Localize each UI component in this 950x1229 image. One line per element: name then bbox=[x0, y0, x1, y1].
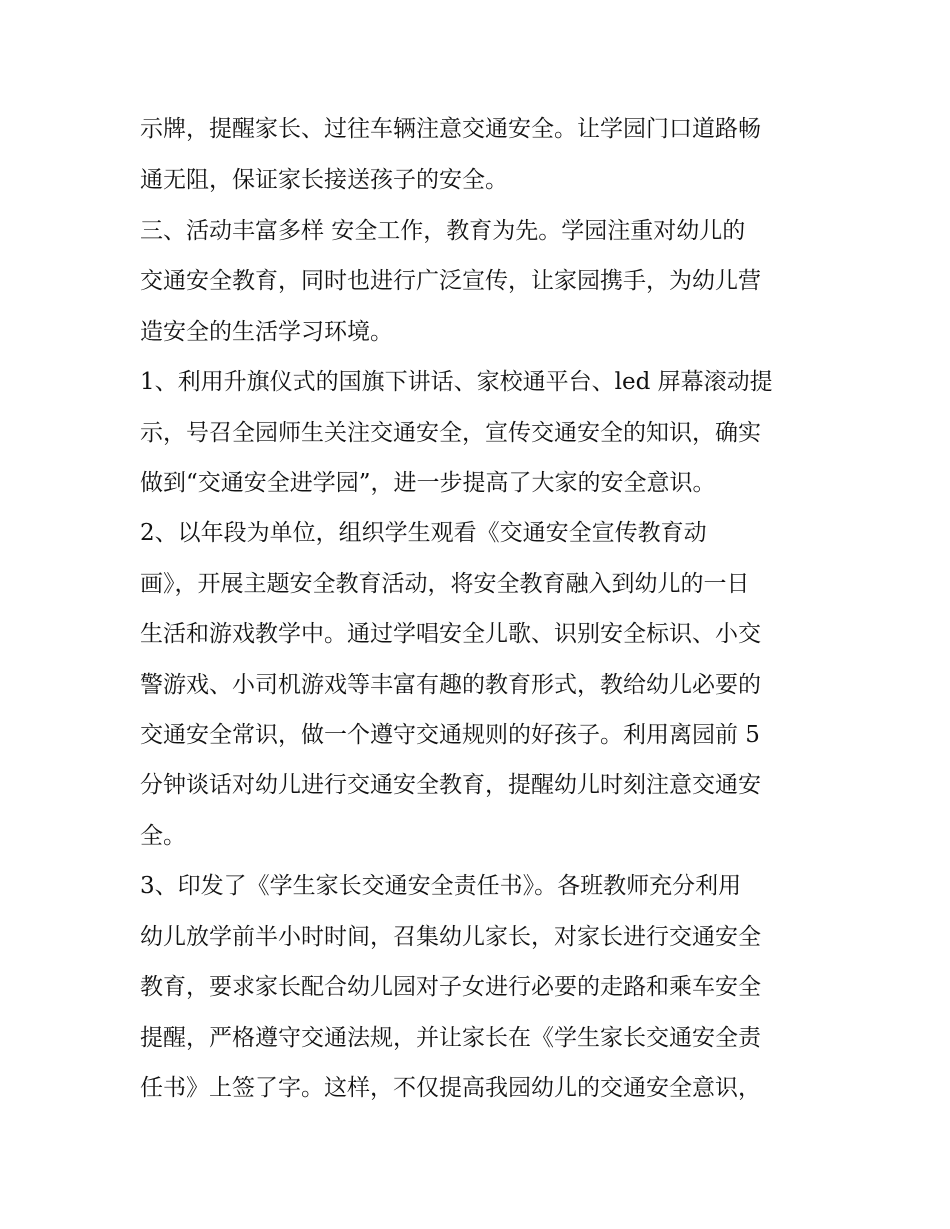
text-line: 分钟谈话对幼儿进行交通安全教育，提醒幼儿时刻注意交通安 bbox=[140, 772, 761, 798]
text-line: 做到“交通安全进学园”，进一步提高了大家的安全意识。 bbox=[140, 470, 716, 496]
text-line: 交通安全教育，同时也进行广泛宣传，让家园携手，为幼儿营 bbox=[140, 268, 761, 294]
text-line: 生活和游戏教学中。通过学唱安全儿歌、识别安全标识、小交 bbox=[140, 621, 761, 647]
text-line: 提醒，严格遵守交通法规，并让家长在《学生家长交通安全责 bbox=[140, 1025, 761, 1051]
text-line: 幼儿放学前半小时时间，召集幼儿家长，对家长进行交通安全 bbox=[140, 924, 761, 950]
text-line: 1、利用升旗仪式的国旗下讲话、家校通平台、led 屏幕滚动提 bbox=[140, 369, 773, 395]
text-line: 2、以年段为单位，组织学生观看《交通安全宣传教育动 bbox=[140, 520, 707, 546]
text-line: 画》，开展主题安全教育活动，将安全教育融入到幼儿的一日 bbox=[140, 571, 750, 597]
text-line: 通无阻，保证家长接送孩子的安全。 bbox=[140, 167, 508, 193]
text-line: 示，号召全园师生关注交通安全，宣传交通安全的知识，确实 bbox=[140, 420, 761, 446]
text-line: 示牌，提醒家长、过往车辆注意交通安全。让学园门口道路畅 bbox=[140, 116, 761, 142]
text-line: 三、活动丰富多样 安全工作，教育为先。学园注重对幼儿的 bbox=[140, 218, 746, 244]
text-line: 任书》上签了字。这样，不仅提高我园幼儿的交通安全意识， bbox=[140, 1075, 761, 1101]
text-line: 教育，要求家长配合幼儿园对子女进行必要的走路和乘车安全 bbox=[140, 974, 761, 1000]
text-line: 全。 bbox=[140, 823, 186, 849]
text-line: 交通安全常识，做一个遵守交通规则的好孩子。利用离园前 5 bbox=[140, 722, 760, 748]
text-line: 警游戏、小司机游戏等丰富有趣的教育形式，教给幼儿必要的 bbox=[140, 672, 761, 698]
text-line: 造安全的生活学习环境。 bbox=[140, 319, 393, 345]
text-line: 3、印发了《学生家长交通安全责任书》。各班教师充分利用 bbox=[140, 873, 742, 899]
